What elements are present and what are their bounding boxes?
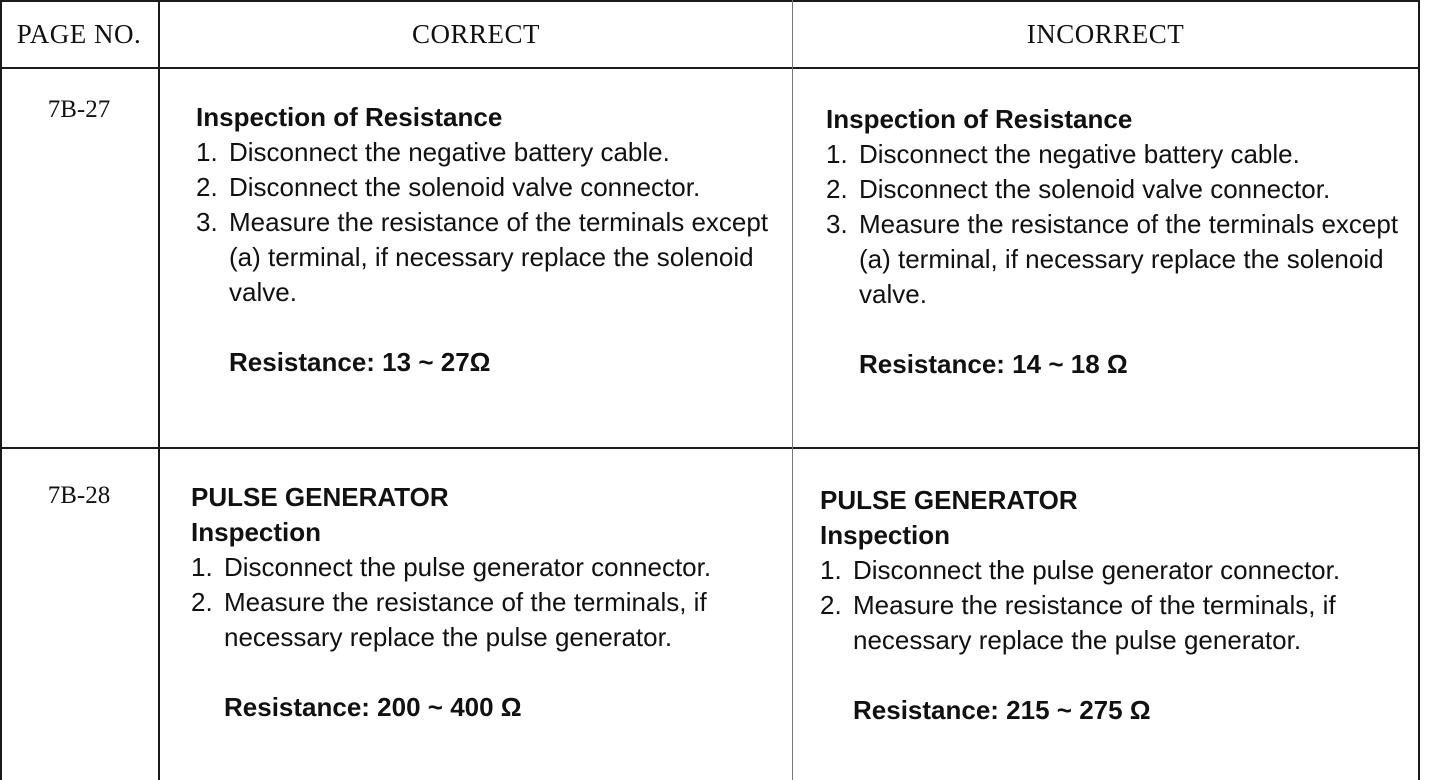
table-left-border xyxy=(0,0,2,780)
header-page-no: PAGE NO. xyxy=(16,19,142,49)
table-right-border xyxy=(1418,0,1420,780)
section-subtitle: Inspection xyxy=(191,517,322,547)
column-divider-correct xyxy=(792,0,793,780)
resistance-value: Resistance: 14 ~ 18 Ω xyxy=(859,349,1128,379)
incorrect-cell xyxy=(826,102,1401,382)
section-title: Inspection of Resistance xyxy=(826,104,1133,134)
resistance-value: Resistance: 215 ~ 275 Ω xyxy=(853,695,1151,725)
header-correct: CORRECT xyxy=(411,19,541,49)
correct-cell xyxy=(196,100,776,380)
section-title: PULSE GENERATOR xyxy=(820,485,1078,515)
section-subtitle: Inspection xyxy=(820,520,951,550)
header-bottom-border xyxy=(0,67,1420,69)
table-top-border xyxy=(0,0,1420,2)
list-item: 1. Disconnect the negative battery cable. xyxy=(196,137,670,167)
resistance-value: Resistance: 200 ~ 400 Ω xyxy=(224,692,522,722)
list-item: 2. Measure the resistance of the terminals, if necessary replace the pulse generator. xyxy=(820,590,1336,655)
list-item: 1. Disconnect the negative battery cable. xyxy=(826,139,1300,169)
list-item: 3. Measure the resistance of the terminals except (a) terminal, if necessary replace the solenoid valve. xyxy=(826,209,1399,309)
column-divider-pageno xyxy=(158,0,160,780)
list-item: 2. Disconnect the solenoid valve connector. xyxy=(826,174,1331,204)
resistance-value: Resistance: 13 ~ 27Ω xyxy=(229,347,491,377)
incorrect-cell xyxy=(820,483,1401,728)
list-item: 1. Disconnect the pulse generator connector. xyxy=(191,552,712,582)
row-page-number: 7B-28 xyxy=(47,482,111,509)
list-item: 2. Measure the resistance of the terminals, if necessary replace the pulse generator. xyxy=(191,587,707,652)
step-list xyxy=(191,550,776,655)
step-list xyxy=(826,137,1401,312)
list-item: 2. Disconnect the solenoid valve connector. xyxy=(196,172,701,202)
section-title: PULSE GENERATOR xyxy=(191,482,449,512)
row-page-number: 7B-27 xyxy=(47,96,111,123)
header-incorrect: INCORRECT xyxy=(1026,19,1185,49)
step-list xyxy=(820,553,1401,658)
list-item: 3. Measure the resistance of the terminals except (a) terminal, if necessary replace the solenoid valve. xyxy=(196,207,769,307)
correct-cell xyxy=(191,480,776,725)
step-list xyxy=(196,135,776,310)
list-item: 1. Disconnect the pulse generator connector. xyxy=(820,555,1341,585)
section-title: Inspection of Resistance xyxy=(196,102,503,132)
row-divider xyxy=(0,447,1420,449)
